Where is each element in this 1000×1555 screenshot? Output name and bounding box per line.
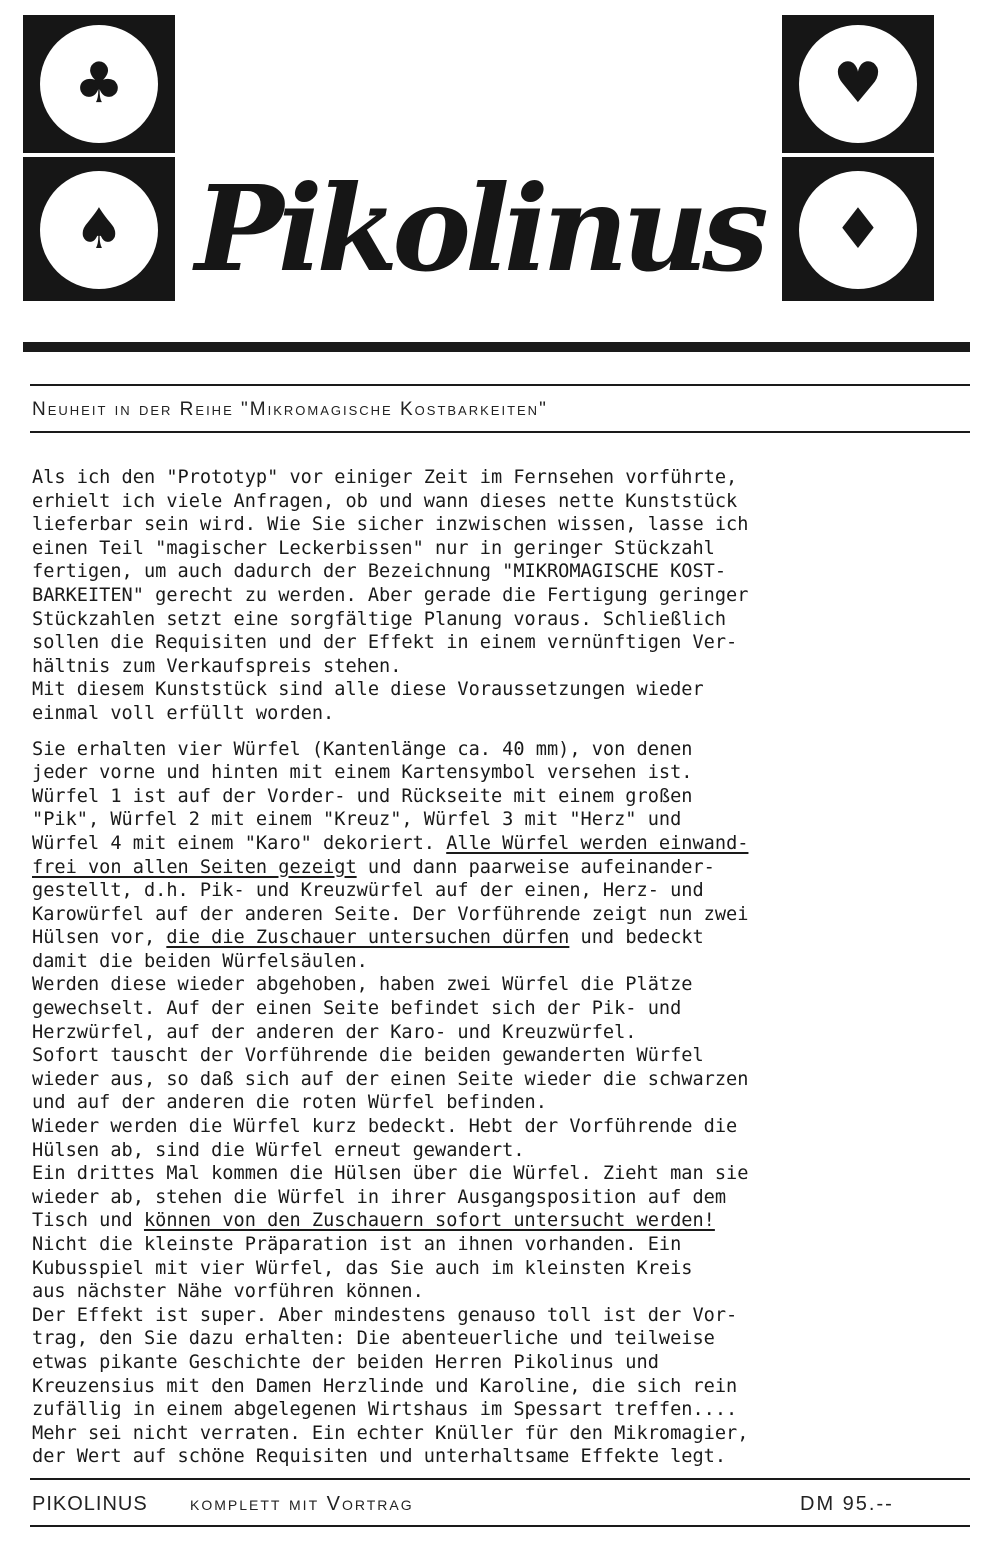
text-line: zufällig in einem abgelegenen Wirtshaus im Spessart treffen.... [32, 1399, 738, 1421]
text-line: Werden diese wieder abgehoben, haben zwei Würfel die Plätze [32, 974, 693, 996]
underlined-text: können von den Zuschauern sofort untersucht werden! [143, 1210, 715, 1232]
diamond-icon: ♦ [832, 197, 884, 262]
series-line: Neuheit in der Reihe "Mikromagische Kostbarkeiten" [32, 399, 548, 420]
text-line [32, 926, 977, 950]
text-segment: Tisch und [32, 1210, 144, 1232]
text-line: wieder aus, so daß sich auf der einen Seite wieder die schwarzen [32, 1068, 749, 1090]
text-line: Karowürfel auf der anderen Seite. Der Vorführende zeigt nun zwei [32, 903, 749, 925]
underlined-text: frei von allen Seiten gezeigt [32, 856, 357, 878]
heart-tile [782, 15, 934, 153]
underlined-text: die die Zuschauer untersuchen dürfen [166, 927, 570, 949]
text-line [32, 832, 977, 856]
text-line: trag, den Sie dazu erhalten: Die abenteuerliche und teilweise [32, 1328, 715, 1350]
spade-tile [23, 157, 175, 301]
text-line: lieferbar sein wird. Wie Sie sicher inzwischen wissen, lasse ich [32, 514, 749, 536]
series-bottom-rule [30, 431, 970, 433]
text-line [32, 1209, 977, 1233]
text-line: Kubusspiel mit vier Würfel, das Sie auch im kleinsten Kreis [32, 1257, 693, 1279]
intro-paragraph [32, 466, 977, 726]
text-line [32, 856, 977, 880]
header-thick-rule [23, 342, 970, 352]
text-line: Nicht die kleinste Präparation ist an ihnen vorhanden. Ein [32, 1234, 682, 1255]
text-line: gestellt, d.h. Pik- und Kreuzwürfel auf der einen, Herz- und [32, 880, 704, 902]
text-line: sollen die Requisiten und der Effekt in einem vernünftigen Ver- [32, 632, 738, 654]
club-icon: ♣ [73, 51, 125, 116]
text-line: Als ich den "Prototyp" vor einiger Zeit im Fernsehen vorführte, [32, 467, 738, 488]
text-line: und auf der anderen die roten Würfel befinden. [32, 1092, 547, 1114]
club-disc [40, 25, 158, 143]
text-line: "Pik", Würfel 2 mit einem "Kreuz", Würfel 3 mit "Herz" und [32, 809, 682, 831]
heart-icon: ♥ [832, 51, 884, 116]
text-line: Wieder werden die Würfel kurz bedeckt. Hebt der Vorführende die [32, 1116, 738, 1138]
article-body [32, 466, 977, 1469]
text-line: Der Effekt ist super. Aber mindestens genauso toll ist der Vor- [32, 1304, 738, 1326]
text-line: wieder ab, stehen die Würfel in ihrer Ausgangsposition auf dem [32, 1186, 727, 1208]
text-line: Sofort tauscht der Vorführende die beiden gewanderten Würfel [32, 1045, 704, 1067]
text-line: Mehr sei nicht verraten. Ein echter Knüller für den Mikromagier, [32, 1422, 749, 1444]
text-line: erhielt ich viele Anfragen, ob und wann dieses nette Kunststück [32, 490, 738, 512]
text-line: Herzwürfel, auf der anderen der Karo- und Kreuzwürfel. [32, 1021, 637, 1043]
footer-product-name: PIKOLINUS [32, 1493, 148, 1515]
text-segment: und dann paarweise aufeinander- [356, 856, 715, 878]
description-paragraph [32, 738, 977, 1469]
text-line: Hülsen ab, sind die Würfel erneut gewandert. [32, 1139, 525, 1161]
text-line: damit die beiden Würfelsäulen. [32, 950, 368, 972]
text-line: BARKEITEN" gerecht zu werden. Aber gerade die Fertigung geringer [32, 584, 749, 606]
text-line: gewechselt. Auf der einen Seite befindet sich der Pik- und [32, 998, 682, 1020]
text-line: Sie erhalten vier Würfel (Kantenlänge ca. 40 mm), von denen [32, 738, 693, 760]
pikolinus-logo: Pikolinus [195, 159, 763, 298]
text-line: Mit diesem Kunststück sind alle diese Voraussetzungen wieder [32, 679, 704, 701]
text-line: jeder vorne und hinten mit einem Kartensymbol versehen ist. [32, 762, 693, 784]
text-line: einen Teil "magischer Leckerbissen" nur in geringer Stückzahl [32, 537, 715, 559]
text-segment: Hülsen vor, [32, 927, 167, 949]
text-line: einmal voll erfüllt worden. [32, 702, 335, 724]
text-line: etwas pikante Geschichte der beiden Herren Pikolinus und [32, 1351, 659, 1373]
club-tile [23, 15, 175, 153]
footer-bottom-rule [30, 1525, 970, 1527]
series-top-rule [30, 384, 970, 386]
text-line: Würfel 1 ist auf der Vorder- und Rückseite mit einem großen [32, 785, 693, 807]
diamond-disc [799, 171, 917, 289]
text-line: fertigen, um auch dadurch der Bezeichnung "MIKROMAGISCHE KOST- [32, 561, 727, 583]
footer-price: DM 95.-- [800, 1493, 894, 1515]
footer-description: komplett mit Vortrag [190, 1493, 414, 1515]
diamond-tile [782, 157, 934, 301]
text-line: Kreuzensius mit den Damen Herzlinde und Karoline, die sich rein [32, 1375, 738, 1397]
spade-disc [40, 171, 158, 289]
spade-icon: ♠ [73, 197, 125, 262]
text-segment: und bedeckt [569, 927, 704, 949]
text-line: hältnis zum Verkaufspreis stehen. [32, 655, 402, 677]
text-line: der Wert auf schöne Requisiten und unterhaltsame Effekte legt. [32, 1446, 727, 1468]
text-line: Stückzahlen setzt eine sorgfältige Planung voraus. Schließlich [32, 608, 727, 630]
text-line: aus nächster Nähe vorführen können. [32, 1281, 424, 1303]
footer-top-rule [30, 1478, 970, 1480]
underlined-text: Alle Würfel werden einwand- [446, 832, 749, 854]
heart-disc [799, 25, 917, 143]
text-segment: Würfel 4 mit einem "Karo" dekoriert. [32, 832, 447, 854]
text-line: Ein drittes Mal kommen die Hülsen über die Würfel. Zieht man sie [32, 1163, 749, 1185]
